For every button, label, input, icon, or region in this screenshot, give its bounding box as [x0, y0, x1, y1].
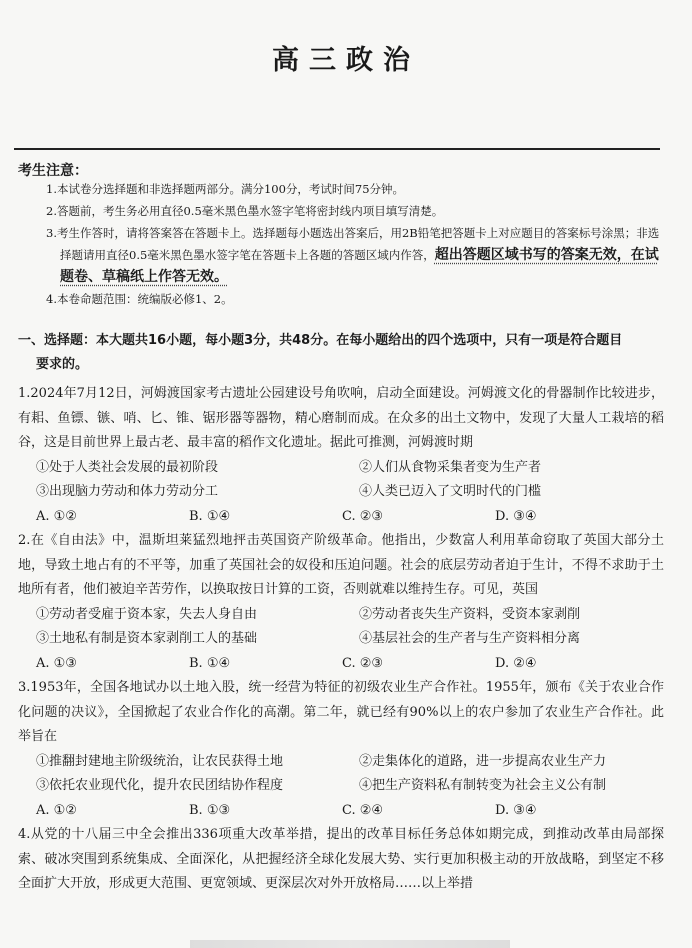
- section-heading: [18, 329, 664, 377]
- answer-choice: A. ①③: [36, 655, 77, 671]
- answer-choice: D. ③④: [495, 802, 537, 818]
- question-list: [18, 382, 664, 897]
- answer-choice: C. ②③: [342, 508, 384, 524]
- answer-choices: [18, 505, 664, 530]
- option: ②人们从食物采集者变为生产者: [359, 459, 542, 475]
- question-4: [18, 823, 664, 897]
- answer-choice: A. ①②: [36, 802, 77, 818]
- option: ④基层社会的生产者与生产资料相分离: [359, 631, 581, 646]
- option: ④把生产资料私有制转变为社会主义公有制: [359, 778, 607, 793]
- section-heading-line-2: 要求的。: [36, 357, 89, 372]
- option: ①劳动者受雇于资本家，失去人身自由: [36, 606, 258, 622]
- notice-item-3: [46, 222, 660, 288]
- notice-list: [46, 178, 660, 310]
- question-options: [18, 750, 664, 799]
- question-stem: 2.在《自由法》中，温斯坦莱猛烈地抨击英国资产阶级革命。他指出，少数富人利用革命窃取了英国大部分土地，导致土地占有的不平等，加重了英国社会的奴役和压迫问题。社会的底层劳动者迫于生计，不得不求助于土地所有者，他们被迫辛苦劳作，以换取按日计算的工资，否则就难以维持生存。可见，英国: [18, 533, 664, 597]
- answer-choice: A. ①②: [36, 508, 77, 524]
- page-footer-smudge: [190, 940, 510, 948]
- question-stem: 3.1953年，全国各地试办以土地入股，统一经营为特征的初级农业生产合作社。1955年，颁布《关于农业合作化问题的决议》，全国掀起了农业合作化的高潮。第二年，就已经有90%以上的农户参加了农业生产合作社。此举旨在: [18, 680, 664, 744]
- question-options: [18, 456, 664, 505]
- page-title: 高三政治: [272, 45, 420, 76]
- question-options: [18, 603, 664, 652]
- notice-heading: 考生注意：: [18, 163, 88, 179]
- answer-choices: [18, 799, 664, 824]
- notice-item-3-text: 3.考生作答时，请将答案答在答题卡上。选择题每小题选出答案后，用2B铅笔把答题卡上对应题目的答案标号涂黑；非选择题请用直径0.5毫米黑色墨水签字笔在答题卡上各题的答题区域内作答，: [46, 226, 660, 262]
- question-2: [18, 529, 664, 676]
- section-heading-line-1: 一、选择题：本大题共16小题，每小题3分，共48分。在每小题给出的四个选项中，只有一项是符合题目: [18, 333, 623, 348]
- answer-choices: [18, 652, 664, 677]
- option: ③出现脑力劳动和体力劳动分工: [36, 484, 219, 499]
- answer-choice: D. ②④: [495, 655, 537, 671]
- answer-choice: B. ①③: [189, 802, 231, 818]
- question-1: [18, 382, 664, 529]
- answer-choice: C. ②③: [342, 655, 384, 671]
- option: ②劳动者丧失生产资料，受资本家剥削: [359, 606, 581, 622]
- question-3: [18, 676, 664, 823]
- answer-choice: B. ①④: [189, 655, 231, 671]
- notice-item-1: 1.本试卷分选择题和非选择题两部分。满分100分，考试时间75分钟。: [46, 182, 405, 196]
- notice-emphasis: 超出答题区域书写的答案无效，在试题卷、草稿纸上作答无效。: [60, 247, 659, 285]
- answer-choice: D. ③④: [495, 508, 537, 524]
- option: ①推翻封建地主阶级统治，让农民获得土地: [36, 753, 284, 769]
- header-divider: [14, 148, 660, 150]
- option: ④人类已迈入了文明时代的门槛: [359, 484, 542, 499]
- option: ①处于人类社会发展的最初阶段: [36, 459, 219, 475]
- notice-item-4: 4.本卷命题范围：统编版必修1、2。: [46, 292, 233, 306]
- question-stem: 4.从党的十八届三中全会推出336项重大改革举措，提出的改革目标任务总体如期完成，到推动改革由局部探索、破冰突围到系统集成、全面深化，从把握经济全球化发展大势、实行更加积极主动的开放战略，到坚定不移全面扩大开放，形成更大范围、更宽领域、更深层次对外开放格局……以上举措: [18, 827, 664, 891]
- question-stem: 1.2024年7月12日，河姆渡国家考古遗址公园建设号角吹响，启动全面建设。河姆渡文化的骨器制作比较进步，有耜、鱼镖、镞、哨、匕、锥、锯形器等器物，精心磨制而成。在众多的出土文物中，发现了大量人工栽培的稻谷，这是目前世界上最古老、最丰富的稻作文化遗址。据此可推测，河姆渡时期: [18, 386, 664, 450]
- option: ③土地私有制是资本家剥削工人的基础: [36, 631, 258, 646]
- answer-choice: C. ②④: [342, 802, 384, 818]
- option: ②走集体化的道路，进一步提高农业生产力: [359, 753, 607, 769]
- answer-choice: B. ①④: [189, 508, 231, 524]
- notice-item-2: 2.答题前，考生务必用直径0.5毫米黑色墨水签字笔将密封线内项目填写清楚。: [46, 204, 444, 218]
- option: ③依托农业现代化，提升农民团结协作程度: [36, 778, 284, 793]
